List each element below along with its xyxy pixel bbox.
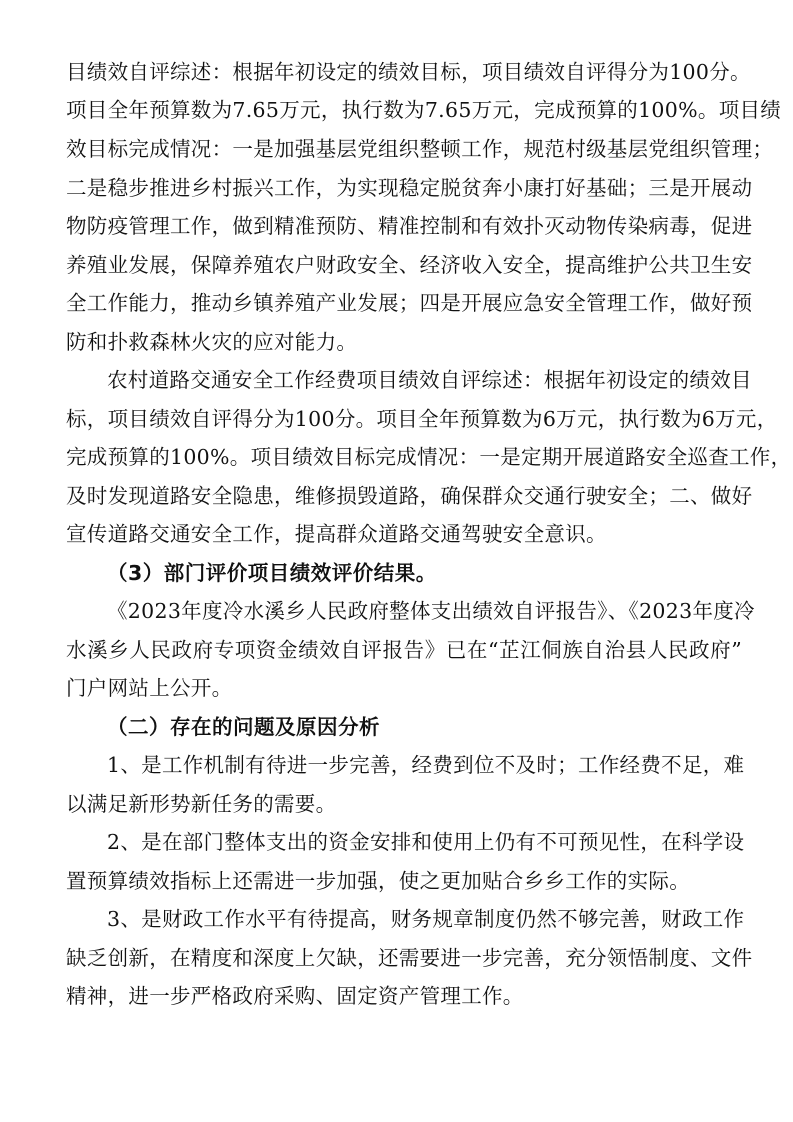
paragraph-2-line: 完成预算的100%。项目绩效目标完成情况：一是定期开展道路安全巡查工作， bbox=[66, 445, 792, 469]
problem-item-3-line: 精神，进一步严格政府采购、固定资产管理工作。 bbox=[66, 984, 524, 1008]
problem-item-1-line: 1、是工作机制有待进一步完善，经费到位不及时；工作经费不足，难 bbox=[107, 753, 745, 777]
paragraph-1-line: 效目标完成情况：一是加强基层党组织整顿工作，规范村级基层党组织管理； bbox=[66, 137, 774, 161]
paragraph-3-line: 《2023年度冷水溪乡人民政府整体支出绩效自评报告》、《2023年度冷 bbox=[107, 599, 755, 623]
paragraph-1-line: 目绩效自评综述：根据年初设定的绩效目标，项目绩效自评得分为100分。 bbox=[66, 60, 751, 84]
paragraph-2-line: 农村道路交通安全工作经费项目绩效自评综述：根据年初设定的绩效目 bbox=[107, 368, 752, 392]
paragraph-3-line: 水溪乡人民政府专项资金绩效自评报告》已在“芷江侗族自治县人民政府” bbox=[66, 638, 742, 662]
paragraph-2-line: 宣传道路交通安全工作，提高群众道路交通驾驶安全意识。 bbox=[66, 522, 607, 546]
problem-item-2-line: 置预算绩效指标上还需进一步加强，使之更加贴合乡乡工作的实际。 bbox=[66, 869, 690, 893]
problem-item-3-line: 3、是财政工作水平有待提高，财务规章制度仍然不够完善，财政工作 bbox=[107, 907, 745, 931]
paragraph-1-line: 防和扑救森林火灾的应对能力。 bbox=[66, 330, 358, 354]
paragraph-2-line: 标，项目绩效自评得分为100分。项目全年预算数为6万元，执行数为6万元， bbox=[66, 407, 778, 431]
paragraph-1-line: 全工作能力，推动乡镇养殖产业发展；四是开展应急安全管理工作，做好预 bbox=[66, 291, 753, 315]
paragraph-2-line: 及时发现道路安全隐患，维修损毁道路，确保群众交通行驶安全；二、做好 bbox=[66, 484, 753, 508]
paragraph-1-line: 二是稳步推进乡村振兴工作，为实现稳定脱贫奔小康打好基础；三是开展动 bbox=[66, 176, 753, 200]
problem-item-2-line: 2、是在部门整体支出的资金安排和使用上仍有不可预见性，在科学设 bbox=[107, 830, 745, 854]
paragraph-3-line: 门户网站上公开。 bbox=[66, 676, 233, 700]
problem-item-3-line: 缺乏创新，在精度和深度上欠缺，还需要进一步完善，充分领悟制度、文件 bbox=[66, 946, 753, 970]
paragraph-1-line: 养殖业发展，保障养殖农户财政安全、经济收入安全，提高维护公共卫生安 bbox=[66, 253, 753, 277]
paragraph-1-line: 项目全年预算数为7.65万元，执行数为7.65万元，完成预算的100%。项目绩 bbox=[66, 98, 782, 122]
paragraph-1-line: 物防疫管理工作，做到精准预防、精准控制和有效扑灭动物传染病毒，促进 bbox=[66, 214, 753, 238]
problem-item-1-line: 以满足新形势新任务的需要。 bbox=[66, 792, 337, 816]
section-heading-problems: （二）存在的问题及原因分析 bbox=[107, 715, 380, 739]
section-heading-3: （3）部门评价项目绩效评价结果。 bbox=[107, 561, 437, 585]
